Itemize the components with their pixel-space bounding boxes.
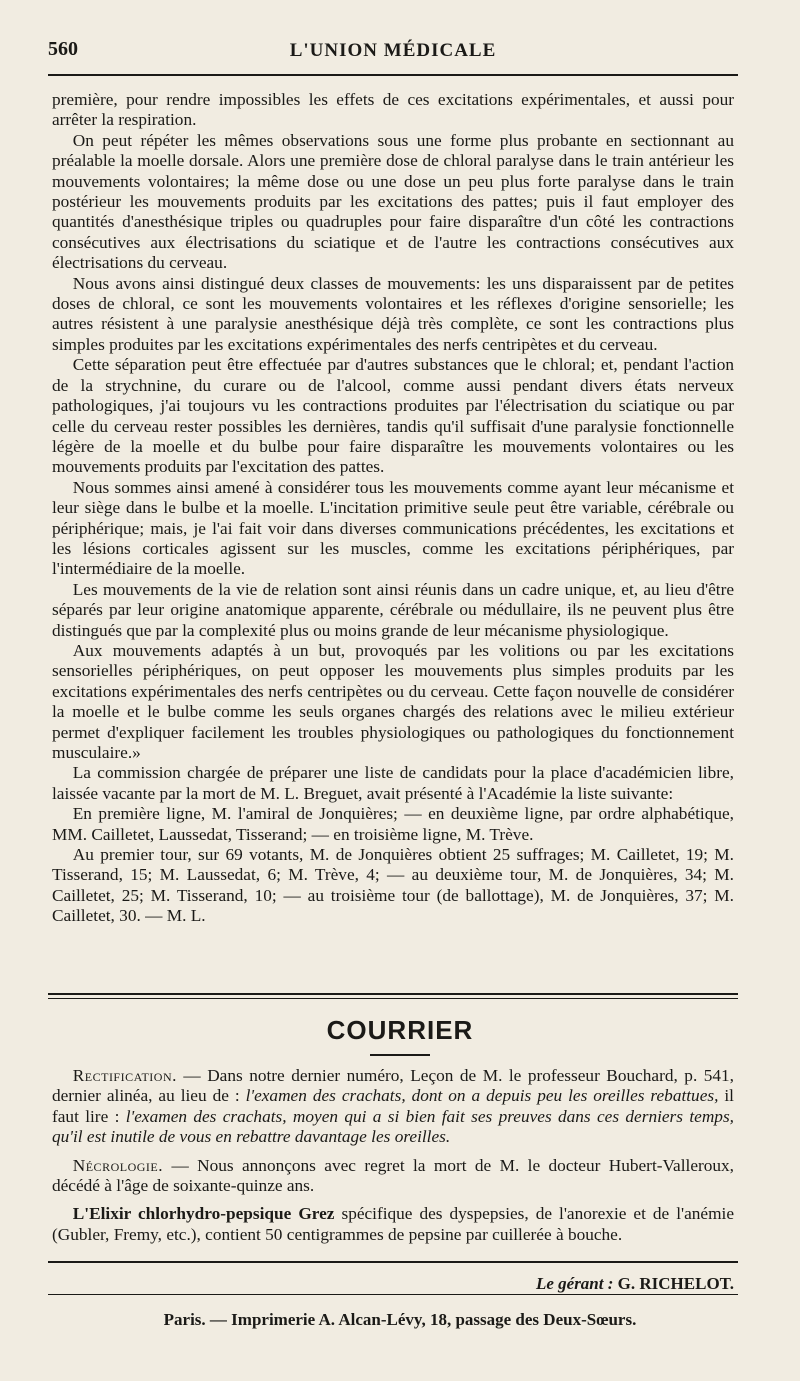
rectification-label: Rectification.: [72, 1066, 177, 1085]
necrologie-text: — Nous annonçons avec regret la mort de M. le docteur Hubert-Valleroux, décédé à l'âge de soixante-quinze ans.: [52, 1155, 734, 1196]
article-paragraph: Nous sommes ainsi amené à considérer tous les mouvements comme ayant leur mécanisme et leur siège dans le bulbe et la moelle. L'incitation primitive seule peut être variable, cérébrale ou périphérique; mais, je l'ai fait voir dans diverses communications précédentes, les excitations et les lésions corticales agissent sur les muscles, comme les excitations périphériques, par l'intermédiaire de la moelle.: [52, 477, 734, 579]
advert-paragraph: [52, 1204, 734, 1245]
necrologie-paragraph: [52, 1156, 734, 1197]
footer-rule: [48, 1261, 738, 1263]
section-rule-top: [48, 993, 738, 995]
article-paragraph: Au premier tour, sur 69 votants, M. de Jonquières obtient 25 suffrages; M. Cailletet, 19; M. Tisserand, 15; M. Laussedat, 6; M. Trève, 4; — au deuxième tour, M. de Jonquières, 34; M. Cailletet, 25; M. Tisserand, 10; — au troisième tour (de ballottage), M. de Jonquières, 37; M. Cailletet, 30. — M. L.: [52, 845, 734, 926]
article-paragraph: Nous avons ainsi distingué deux classes de mouvements: les uns disparaissent par de petites doses de chloral, ce sont les mouvements volontaires et les réflexes d'origine sensorielle; les autres résistent à une paralysie anesthésique déjà très complète, ce sont les contractions plus simples produites par les excitations expérimentales des nerfs centripètes et du cerveau.: [52, 273, 734, 354]
gerant-signature: [52, 1274, 734, 1294]
article-paragraph: En première ligne, M. l'amiral de Jonquières; — en deuxième ligne, par ordre alphabétique, MM. Cailletet, Laussedat, Tisserand; — en troisième ligne, M. Trève.: [52, 804, 734, 844]
article-paragraph: Cette séparation peut être effectuée par d'autres substances que le chloral; et, pendant l'action de la strychnine, du curare ou de l'alcool, comme aussi pendant divers états nerveux pathologiques, j'ai toujours vu les contractions produites par l'électrisation du sciatique ou par celle du cerveau rester possibles les dernières, tandis qu'il suffisait d'une paralysie fonctionnelle légère de la moelle et du bulbe pour faire disparaître les mouvements volontaires ou les mouvements produits par l'excitation des pattes.: [52, 355, 734, 477]
page-number: 560: [48, 38, 78, 60]
heading-underline: [370, 1054, 430, 1056]
journal-title: L'UNION MÉDICALE: [289, 40, 497, 61]
rectification-paragraph: [52, 1066, 734, 1148]
rectification-wrong-quote: l'examen des crachats, dont on a depuis peu les oreilles rebattues,: [245, 1086, 719, 1106]
courrier-section: [52, 1066, 734, 1253]
printer-imprint: Paris. — Imprimerie A. Alcan-Lévy, 18, passage des Deux-Sœurs.: [163, 1310, 637, 1329]
article-paragraph: Les mouvements de la vie de relation sont ainsi réunis dans un cadre unique, et, au lieu d'être séparés par leur origine anatomique apparente, cérébrale ou médullaire, ils ne peuvent plus être distingués que par la complexité plus ou moins grande de leur mécanisme physiologique.: [52, 579, 734, 640]
article-body: [52, 90, 734, 927]
section-rule-bottom: [48, 998, 738, 999]
article-paragraph: Aux mouvements adaptés à un but, provoqués par les volitions ou par les excitations sensorielles périphériques, on peut opposer les mouvements plus simples produits par les excitations expérimentales des nerfs centripètes ou du cerveau. Cette façon nouvelle de considérer la moelle et le bulbe comme les seuls organes chargés des relations avec le milieu extérieur permet d'expliquer facilement les troubles physiologiques ou pathologiques du fonctionnement musculaire.»: [52, 640, 734, 762]
page-header: [48, 38, 738, 68]
article-paragraph: première, pour rendre impossibles les effets de ces excitations expérimentales, et aussi pour arrêter la respiration.: [52, 90, 734, 130]
necrologie-label: Nécrologie.: [72, 1155, 164, 1175]
courrier-heading: COURRIER: [326, 1015, 474, 1045]
gerant-name: G. RICHELOT.: [617, 1274, 734, 1293]
advert-product-name: L'Elixir chlorhydro-pepsique Grez: [72, 1204, 335, 1224]
article-paragraph: On peut répéter les mêmes observations sous une forme plus probante en sectionnant au préalable la moelle dorsale. Alors une première dose de chloral paralyse dans le train antérieur les mouvements volontaires; la même dose ou une dose un peu plus forte paralyse dans le train postérieur les mouvements produits par les excitations des pattes; puis il faut employer des quantités d'anesthésique triples ou quadruples pour faire disparaître d'un côté les contractions consécutives aux électrisations du sciatique et de l'autre les contractions consécutives aux électrisations du cerveau.: [52, 130, 734, 273]
gerant-label: Le gérant :: [535, 1274, 614, 1293]
rectification-text-2: il faut lire :: [52, 1086, 734, 1126]
imprint-rule: [48, 1294, 738, 1295]
advert-text: spécifique des dyspepsies, de l'anorexie et de l'anémie (Gubler, Fremy, etc.), contient 50 centigrammes de pepsine par cuillerée à bouche.: [52, 1204, 735, 1244]
header-rule: [48, 74, 738, 76]
rectification-text-1: — Dans notre dernier numéro, Leçon de M. le professeur Bouchard, p. 541, dernier alinéa, au lieu de :: [52, 1066, 734, 1106]
rectification-correct-quote: l'examen des crachats, moyen qui a si bien fait ses preuves dans ces derniers temps, qu'il est inutile de vous en rebattre davantage les oreilles.: [52, 1106, 734, 1147]
article-paragraph: La commission chargée de préparer une liste de candidats pour la place d'académicien libre, laissée vacante par la mort de M. L. Breguet, avait présenté à l'Académie la liste suivante:: [52, 763, 734, 803]
